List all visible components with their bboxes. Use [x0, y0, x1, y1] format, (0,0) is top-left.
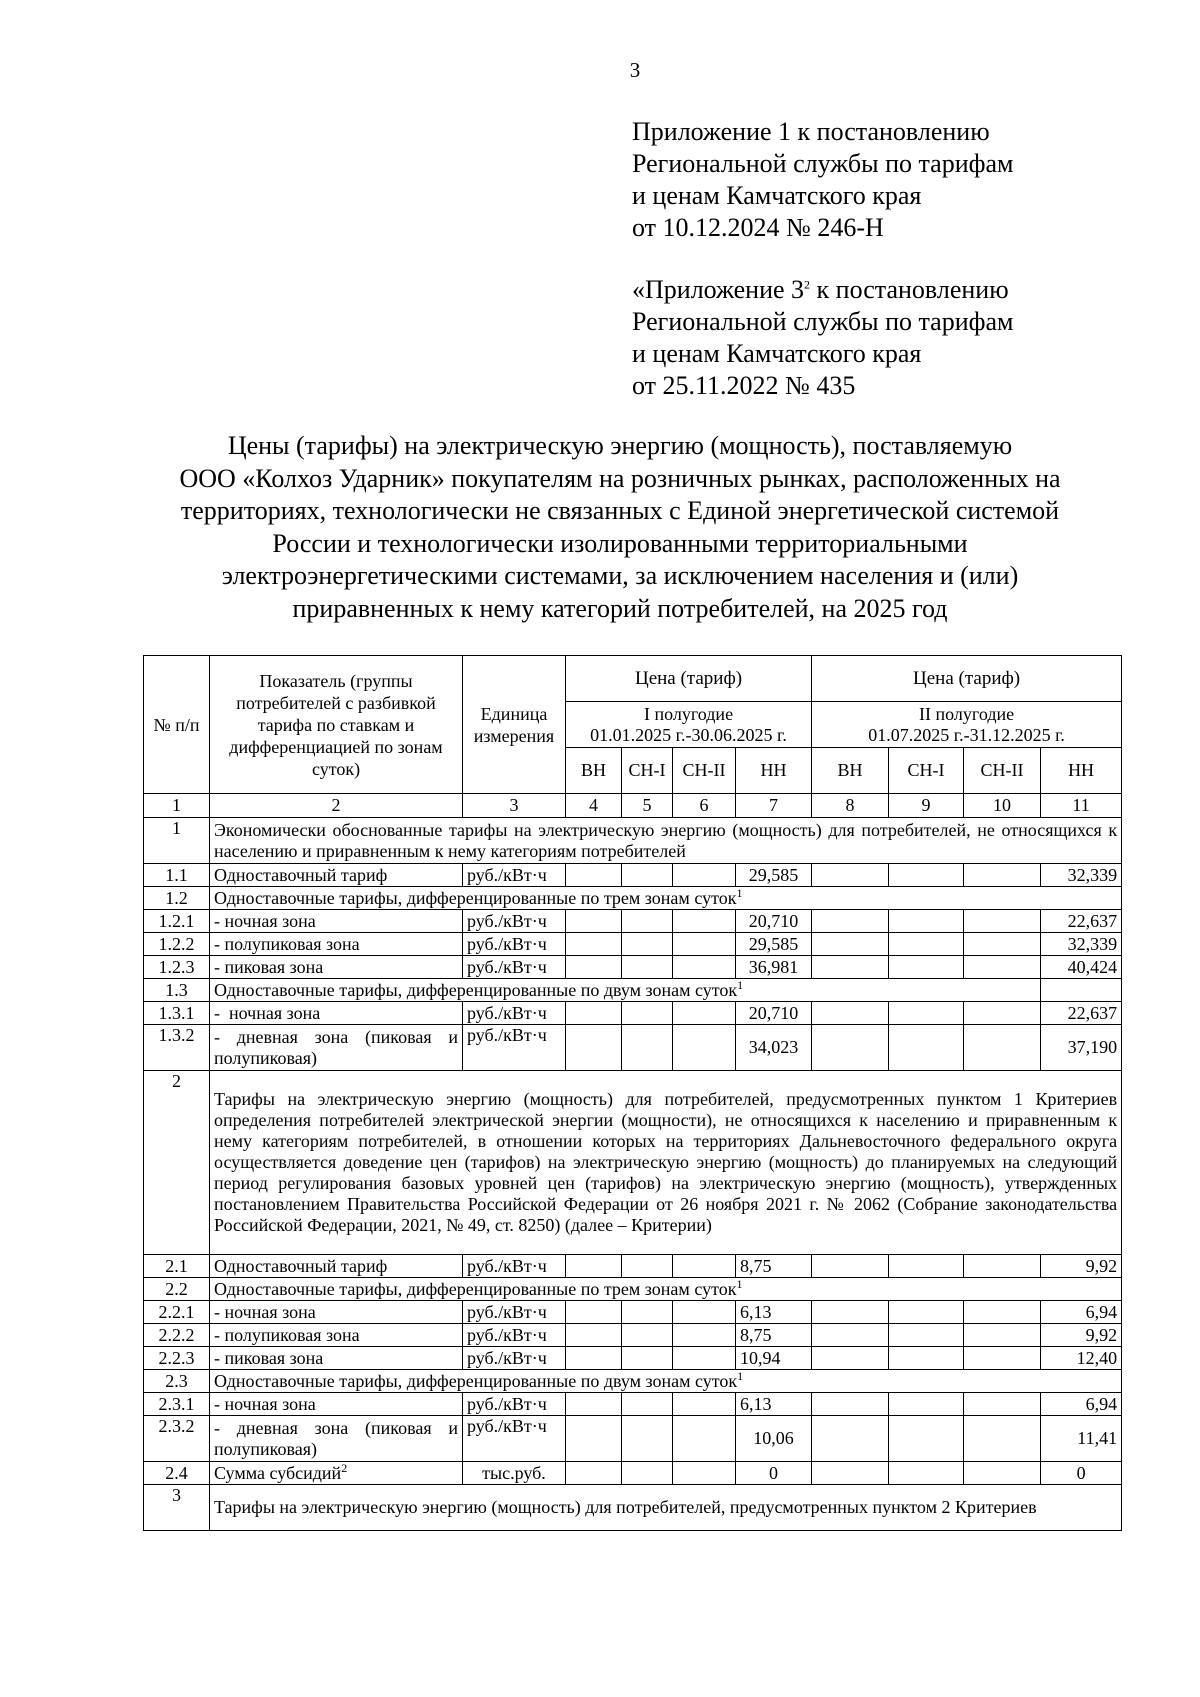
- header-level: СН-I: [889, 748, 964, 794]
- row-unit: руб./кВт·ч: [463, 1255, 566, 1278]
- row-name: Сумма субсидий$^2$: [210, 1462, 463, 1485]
- price-nn-h1: 36,981: [736, 956, 812, 979]
- row-name: - ночная зона: [210, 910, 463, 933]
- appendix-1-line: Приложение 1 к постановлению: [632, 117, 990, 146]
- row-name: - ночная зона: [210, 1002, 463, 1025]
- price-nn-h1: 20,710: [736, 910, 812, 933]
- row-num: 2.4: [144, 1462, 210, 1485]
- row-name: Одноставочный тариф: [210, 864, 463, 887]
- header-level: СН-II: [673, 748, 736, 794]
- price-nn-h2: 22,637: [1041, 910, 1122, 933]
- title-line: территориях, технологически не связанных с Единой энергетической системой: [180, 496, 1060, 525]
- row-name: - ночная зона: [210, 1301, 463, 1324]
- price-nn-h2: 9,92: [1041, 1324, 1122, 1347]
- column-number: 6: [673, 794, 736, 818]
- column-number: 9: [889, 794, 964, 818]
- title-line: электроэнергетическими системами, за исключением населения и (или): [221, 561, 1019, 590]
- row-num: 1.2.2: [144, 933, 210, 956]
- row-num: 2.3.1: [144, 1393, 210, 1416]
- price-nn-h1: 0: [736, 1462, 812, 1485]
- header-level: НН: [1041, 748, 1122, 794]
- row-num: 2.3: [144, 1370, 210, 1393]
- appendix-1-line: Региональной службы по тарифам: [632, 149, 1014, 178]
- column-number: 7: [736, 794, 812, 818]
- row-num: 1.2.3: [144, 956, 210, 979]
- subsection-row: [144, 979, 1122, 1002]
- price-nn-h1: 8,75: [736, 1324, 812, 1347]
- row-num: 1.1: [144, 864, 210, 887]
- document-title: [120, 430, 1120, 625]
- price-nn-h2: 32,339: [1041, 933, 1122, 956]
- header-num: № п/п: [144, 656, 210, 794]
- row-num: 1.3.1: [144, 1002, 210, 1025]
- header-price-h1: Цена (тариф): [566, 656, 812, 702]
- header-period-h2: II полугодие 01.07.2025 г.-31.12.2025 г.: [812, 702, 1122, 748]
- table-row: [144, 1393, 1122, 1416]
- header-period-h1: I полугодие 01.01.2025 г.-30.06.2025 г.: [566, 702, 812, 748]
- subsection-text: Одноставочные тарифы, дифференцированные по трем зонам суток$^1$: [210, 1278, 1122, 1301]
- column-number: 4: [566, 794, 622, 818]
- header-level: ВН: [812, 748, 889, 794]
- row-unit: тыс.руб.: [463, 1462, 566, 1485]
- row-unit: руб./кВт·ч: [463, 933, 566, 956]
- table-row: [144, 1324, 1122, 1347]
- table-row: [144, 1347, 1122, 1370]
- appendix-1-line: от 10.12.2024 № 246-Н: [632, 213, 884, 242]
- row-name: Одноставочный тариф: [210, 1255, 463, 1278]
- subsection-row: [144, 1278, 1122, 1301]
- row-name: - дневная зона (пиковая и полупиковая): [210, 1416, 463, 1462]
- subsection-text: Одноставочные тарифы, дифференцированные по трем зонам суток$^1$: [210, 887, 1122, 910]
- appendix-2-line: от 25.11.2022 № 435: [632, 371, 856, 400]
- column-number: 3: [463, 794, 566, 818]
- section-row: [144, 1071, 1122, 1255]
- row-num: 2.1: [144, 1255, 210, 1278]
- row-unit: руб./кВт·ч: [463, 1002, 566, 1025]
- price-nn-h2: 6,94: [1041, 1393, 1122, 1416]
- price-nn-h1: 34,023: [736, 1025, 812, 1071]
- subsection-text: Одноставочные тарифы, дифференцированные по двум зонам суток$^1$: [210, 979, 1041, 1002]
- price-nn-h2: 32,339: [1041, 864, 1122, 887]
- row-unit: руб./кВт·ч: [463, 956, 566, 979]
- row-num: 2.2.3: [144, 1347, 210, 1370]
- price-nn-h1: 6,13: [736, 1301, 812, 1324]
- row-name: - полупиковая зона: [210, 1324, 463, 1347]
- column-numbers-row: [144, 794, 1122, 818]
- row-unit: руб./кВт·ч: [463, 1324, 566, 1347]
- row-unit: руб./кВт·ч: [463, 1347, 566, 1370]
- row-unit: руб./кВт·ч: [463, 864, 566, 887]
- section-text: Тарифы на электрическую энергию (мощность) для потребителей, предусмотренных пунктом 2 Критериев: [210, 1485, 1122, 1531]
- title-line: России и технологически изолированными территориальными: [272, 528, 968, 558]
- header-unit: Единица измерения: [463, 656, 566, 794]
- row-name: - пиковая зона: [210, 1347, 463, 1370]
- section-row: [144, 818, 1122, 864]
- price-nn-h1: 29,585: [736, 864, 812, 887]
- table-row: [144, 933, 1122, 956]
- column-number: 2: [210, 794, 463, 818]
- page-number: 3: [629, 58, 641, 82]
- appendix-2-line: «Приложение $3^2$ к постановлению: [632, 275, 1009, 304]
- appendix-1-reference: [632, 116, 1013, 244]
- price-nn-h1: 20,710: [736, 1002, 812, 1025]
- table-row: [144, 910, 1122, 933]
- column-number: 11: [1041, 794, 1122, 818]
- table-row: [144, 864, 1122, 887]
- price-nn-h1: 8,75: [736, 1255, 812, 1278]
- header-level: СН-I: [622, 748, 673, 794]
- row-num: 2.2.1: [144, 1301, 210, 1324]
- row-num: 2.2: [144, 1278, 210, 1301]
- subsection-row: [144, 1370, 1122, 1393]
- row-num: 1: [144, 818, 210, 864]
- column-number: 10: [964, 794, 1041, 818]
- price-nn-h2: 11,41: [1041, 1416, 1122, 1462]
- table-row: [144, 1301, 1122, 1324]
- price-nn-h2: 22,637: [1041, 1002, 1122, 1025]
- title-line: Цены (тарифы) на электрическую энергию (мощность), поставляемую: [227, 431, 1013, 460]
- header-level: СН-II: [964, 748, 1041, 794]
- table-row: [144, 1255, 1122, 1278]
- section-text: Тарифы на электрическую энергию (мощность) для потребителей, предусмотренных пунктом 1 Критериев определения потребителей электрической энергии (мощности), не относящихся к населению и приравненным к нему категориям потребителей, в отношении которых на территориях Дальневосточного федерального округа осуществляется доведение цен (тарифов) на электрическую энергию (мощность) до планируемых на следующий период регулирования базовых уровней цен (тарифов) на электрическую энергию (мощность), утвержденных постановлением Правительства Российской Федерации от 26 ноября 2021 г. № 2062 (Собрание законодательства Российской Федерации, 2021, № 49, ст. 8250) (далее – Критерии): [210, 1071, 1122, 1255]
- row-name: - ночная зона: [210, 1393, 463, 1416]
- column-number: 5: [622, 794, 673, 818]
- title-line: приравненных к нему категорий потребителей, на 2025 год: [292, 593, 948, 623]
- header-level: ВН: [566, 748, 622, 794]
- row-unit: руб./кВт·ч: [463, 1416, 566, 1462]
- table-row: [144, 1462, 1122, 1485]
- row-num: 1.2.1: [144, 910, 210, 933]
- table-row: [144, 1025, 1122, 1071]
- row-name: - полупиковая зона: [210, 933, 463, 956]
- appendix-2-line: и ценам Камчатского края: [632, 339, 922, 368]
- row-num: 2.2.2: [144, 1324, 210, 1347]
- row-num: 2: [144, 1071, 210, 1255]
- section-row: [144, 1485, 1122, 1531]
- row-unit: руб./кВт·ч: [463, 1301, 566, 1324]
- subsection-text: Одноставочные тарифы, дифференцированные по двум зонам суток$^1$: [210, 1370, 1122, 1393]
- table-row: [144, 1416, 1122, 1462]
- tariff-table: [143, 655, 1122, 1531]
- price-nn-h2: 37,190: [1041, 1025, 1122, 1071]
- table-row: [144, 956, 1122, 979]
- row-name: - пиковая зона: [210, 956, 463, 979]
- appendix-2-line: Региональной службы по тарифам: [632, 307, 1014, 336]
- price-nn-h1: 10,94: [736, 1347, 812, 1370]
- header-level: НН: [736, 748, 812, 794]
- column-number: 8: [812, 794, 889, 818]
- subsection-row: [144, 887, 1122, 910]
- row-unit: руб./кВт·ч: [463, 910, 566, 933]
- row-num: 2.3.2: [144, 1416, 210, 1462]
- header-indicator: Показатель (группы потребителей с разбивкой тарифа по ставкам и дифференциацией по зонам суток): [210, 656, 463, 794]
- row-name: - дневная зона (пиковая и полупиковая): [210, 1025, 463, 1071]
- price-nn-h1: 29,585: [736, 933, 812, 956]
- row-num: 3: [144, 1485, 210, 1531]
- row-num: 1.2: [144, 887, 210, 910]
- table-row: [144, 1002, 1122, 1025]
- section-text: Экономически обоснованные тарифы на электрическую энергию (мощность) для потребителей, не относящихся к населению и приравненным к нему категориям потребителей: [210, 818, 1122, 864]
- appendix-2-reference: [632, 274, 1013, 402]
- column-number: 1: [144, 794, 210, 818]
- row-unit: руб./кВт·ч: [463, 1393, 566, 1416]
- row-num: 1.3: [144, 979, 210, 1002]
- price-nn-h2: 6,94: [1041, 1301, 1122, 1324]
- price-nn-h2: 0: [1041, 1462, 1122, 1485]
- price-nn-h1: 10,06: [736, 1416, 812, 1462]
- price-nn-h2: 9,92: [1041, 1255, 1122, 1278]
- price-nn-h2: 40,424: [1041, 956, 1122, 979]
- row-unit: руб./кВт·ч: [463, 1025, 566, 1071]
- row-num: 1.3.2: [144, 1025, 210, 1071]
- appendix-1-line: и ценам Камчатского края: [632, 181, 922, 210]
- price-nn-h2: 12,40: [1041, 1347, 1122, 1370]
- price-nn-h1: 6,13: [736, 1393, 812, 1416]
- title-line: ООО «Колхоз Ударник» покупателям на розничных рынках, расположенных на: [179, 463, 1061, 493]
- header-price-h2: Цена (тариф): [812, 656, 1122, 702]
